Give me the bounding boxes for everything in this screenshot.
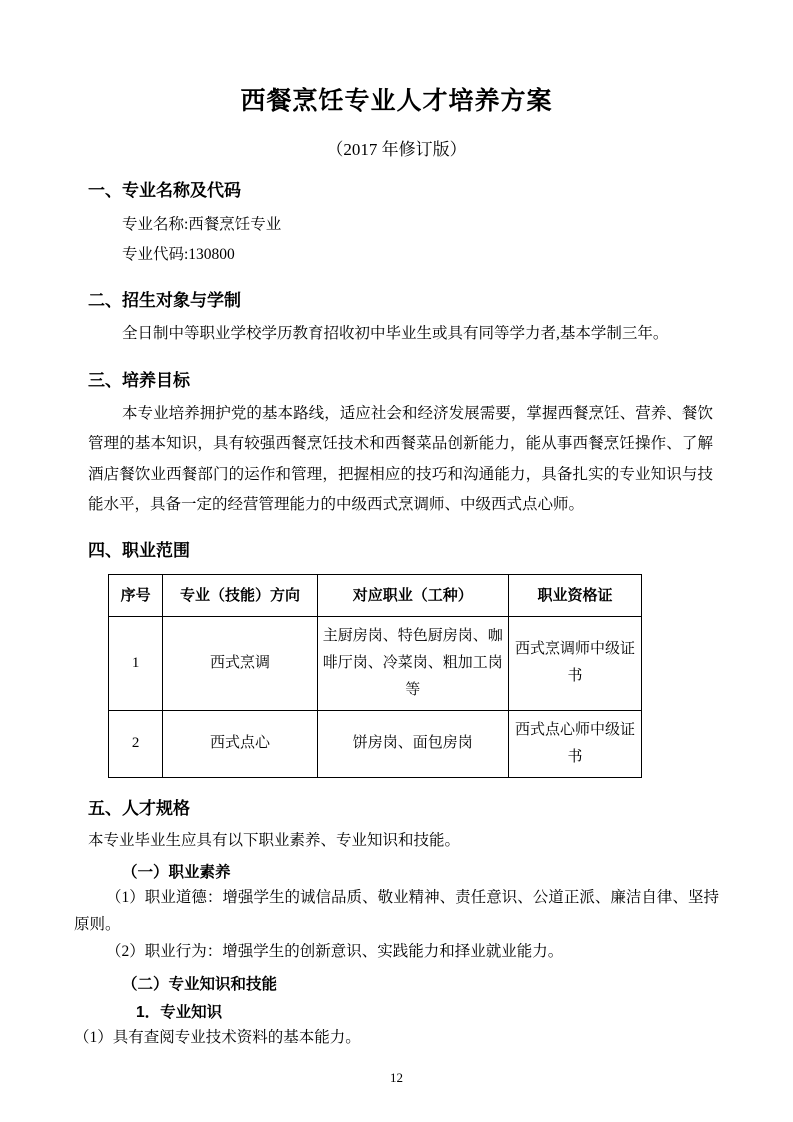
table-header-no: 序号: [109, 574, 163, 616]
table-row: [109, 710, 642, 777]
vocational-behavior-text: （2）职业行为：增强学生的创新意识、实践能力和择业就业能力。: [106, 943, 564, 961]
table-header-row: [109, 574, 642, 616]
subsection-heading-2-1: 1．专业知识: [136, 1003, 223, 1021]
cell-job: 主厨房岗、特色厨房岗、咖啡厅岗、冷菜岗、粗加工岗等: [317, 616, 508, 710]
cell-direction: 西式点心: [163, 710, 317, 777]
major-code-line: 专业代码:130800: [122, 245, 235, 263]
table-header-cert: 职业资格证: [508, 574, 641, 616]
talent-spec-block: [74, 827, 719, 854]
enrollment-line: 全日制中等职业学校学历教育招收初中毕业生或具有同等学力者,基本学制三年。: [122, 325, 669, 343]
cell-direction: 西式烹调: [163, 616, 317, 710]
table-header-job: 对应职业（工种）: [317, 574, 508, 616]
major-name-line: 专业名称:西餐烹饪专业: [122, 215, 282, 233]
training-goal-text: 本专业培养拥护党的基本路线，适应社会和经济发展需要，掌握西餐烹饪、营养、餐饮管理的基本知识，具有较强西餐烹饪技术和西餐菜品创新能力，能从事西餐烹饪操作、了解酒店餐饮业西餐部门的运作和管理，把握相应的技巧和沟通能力，具备扎实的专业知识与技能水平，具备一定的经营管理能力的中级西式烹调师、中级西式点心师。: [88, 405, 713, 513]
page-subtitle: （2017 年修订版）: [326, 140, 467, 159]
cell-cert: 西式点心师中级证书: [508, 710, 641, 777]
subsection-heading-2: （二）专业知识和技能: [122, 975, 278, 993]
table-header-direction: 专业（技能）方向: [163, 574, 317, 616]
table-row: [109, 616, 642, 710]
job-scope-table: [108, 574, 642, 778]
section-heading-3: 三、培养目标: [88, 370, 190, 390]
section-heading-1: 一、专业名称及代码: [88, 181, 241, 200]
page-title: 西餐烹饪专业人才培养方案: [240, 87, 553, 115]
subsection-heading-1: （一）职业素养: [122, 864, 231, 882]
section-heading-4: 四、职业范围: [88, 541, 190, 561]
talent-spec-intro: 本专业毕业生应具有以下职业素养、专业知识和技能。: [88, 832, 461, 850]
section-heading-5: 五、人才规格: [88, 798, 190, 818]
page-number: 12: [390, 1070, 403, 1085]
cell-job: 饼房岗、面包房岗: [317, 710, 508, 777]
vocational-ethics-text: （1）职业道德：增强学生的诚信品质、敬业精神、责任意识、公道正派、廉洁自律、坚持原则。: [74, 889, 719, 934]
professional-knowledge-item-1: （1）具有查阅专业技术资料的基本能力。: [74, 1028, 361, 1046]
section-heading-2: 二、招生对象与学制: [88, 290, 241, 310]
cell-no: 2: [109, 710, 163, 777]
vocational-quality-block: [74, 884, 719, 965]
cell-no: 1: [109, 616, 163, 710]
training-goal-block: [74, 399, 719, 520]
cell-cert: 西式烹调师中级证书: [508, 616, 641, 710]
